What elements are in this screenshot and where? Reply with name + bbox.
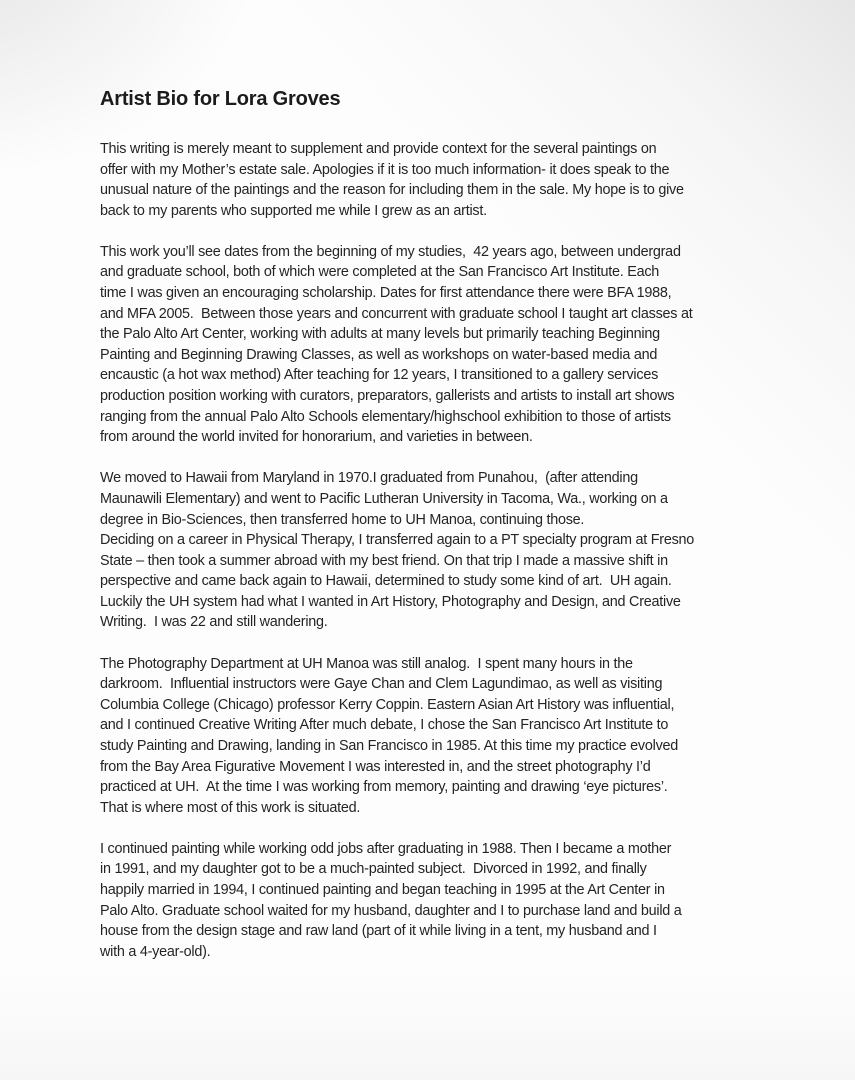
text-line: house from the design stage and raw land (part of it while living in a tent, my husband and I: [100, 923, 657, 940]
text-line: practiced at UH. At the time I was working from memory, painting and drawing ‘eye pictures’.: [100, 779, 668, 796]
bio-paragraph-4: [100, 654, 760, 819]
text-line: unusual nature of the paintings and the reason for including them in the sale. My hope is to give: [100, 182, 684, 199]
text-line: from around the world invited for honorarium, and varieties in between.: [100, 429, 533, 446]
text-line: and I continued Creative Writing After much debate, I chose the San Francisco Art Institute to: [100, 717, 669, 734]
text-line: That is where most of this work is situated.: [100, 799, 361, 816]
text-line: study Painting and Drawing, landing in San Francisco in 1985. At this time my practice evolved: [100, 737, 679, 754]
text-line: production position working with curators, preparators, gallerists and artists to install art shows: [100, 388, 675, 405]
text-line: time I was given an encouraging scholarship. Dates for first attendance there were BFA 1988,: [100, 285, 672, 302]
text-line: and graduate school, both of which were completed at the San Francisco Art Institute. Each: [100, 264, 660, 281]
text-line: with a 4-year-old).: [100, 943, 211, 960]
bio-paragraph-3: [100, 468, 760, 633]
text-line: Palo Alto. Graduate school waited for my husband, daughter and I to purchase land and build a: [100, 902, 682, 919]
text-line: from the Bay Area Figurative Movement I was interested in, and the street photography I’d: [100, 758, 651, 775]
text-line: This work you’ll see dates from the beginning of my studies, 42 years ago, between undergrad: [100, 243, 681, 260]
text-line: Maunawili Elementary) and went to Pacific Lutheran University in Tacoma, Wa., working on a: [100, 490, 668, 507]
document-title: Artist Bio for Lora Groves: [100, 88, 341, 110]
bio-text: [100, 139, 760, 962]
text-line: in 1991, and my daughter got to be a much-painted subject. Divorced in 1992, and finally: [100, 861, 647, 878]
text-line: back to my parents who supported me while I grew as an artist.: [100, 202, 487, 219]
text-line: We moved to Hawaii from Maryland in 1970.I graduated from Punahou, (after attending: [100, 470, 638, 487]
bio-paragraph-5: [100, 839, 760, 963]
text-line: happily married in 1994, I continued painting and began teaching in 1995 at the Art Center in: [100, 882, 665, 898]
text-line: the Palo Alto Art Center, working with adults at many levels but primarily teaching Beginning: [100, 326, 660, 343]
text-line: degree in Bio-Sciences, then transferred home to UH Manoa, continuing those.: [100, 511, 585, 528]
text-line: and MFA 2005. Between those years and concurrent with graduate school I taught art classes at: [100, 305, 693, 322]
text-line: ranging from the annual Palo Alto Schools elementary/highschool exhibition to those of artists: [100, 408, 671, 425]
text-line: encaustic (a hot wax method) After teaching for 12 years, I transitioned to a gallery services: [100, 367, 659, 384]
text-line: I continued painting while working odd jobs after graduating in 1988. Then I became a mother: [100, 840, 672, 857]
text-line: Writing. I was 22 and still wandering.: [100, 614, 328, 631]
text-line: darkroom. Influential instructors were Gaye Chan and Clem Lagundimao, as well as visiting: [100, 676, 663, 693]
text-line: Luckily the UH system had what I wanted in Art History, Photography and Design, and Creative: [100, 593, 681, 610]
document-content: [100, 86, 760, 962]
text-line: Deciding on a career in Physical Therapy, I transferred again to a PT specialty program at Fresno: [100, 532, 695, 549]
text-line: perspective and came back again to Hawaii, determined to study some kind of art. UH again.: [100, 573, 672, 590]
text-line: offer with my Mother’s estate sale. Apologies if it is too much information- it does speak to the: [100, 161, 670, 178]
text-line: The Photography Department at UH Manoa was still analog. I spent many hours in the: [100, 655, 633, 672]
text-line: Columbia College (Chicago) professor Kerry Coppin. Eastern Asian Art History was influential,: [100, 696, 675, 713]
bio-paragraph-2: [100, 242, 760, 448]
bio-paragraph-1: [100, 139, 760, 221]
text-line: Painting and Beginning Drawing Classes, as well as workshops on water-based media and: [100, 346, 658, 363]
text-line: This writing is merely meant to supplement and provide context for the several paintings on: [100, 141, 657, 157]
text-line: State – then took a summer abroad with my best friend. On that trip I made a massive shift in: [100, 552, 668, 569]
